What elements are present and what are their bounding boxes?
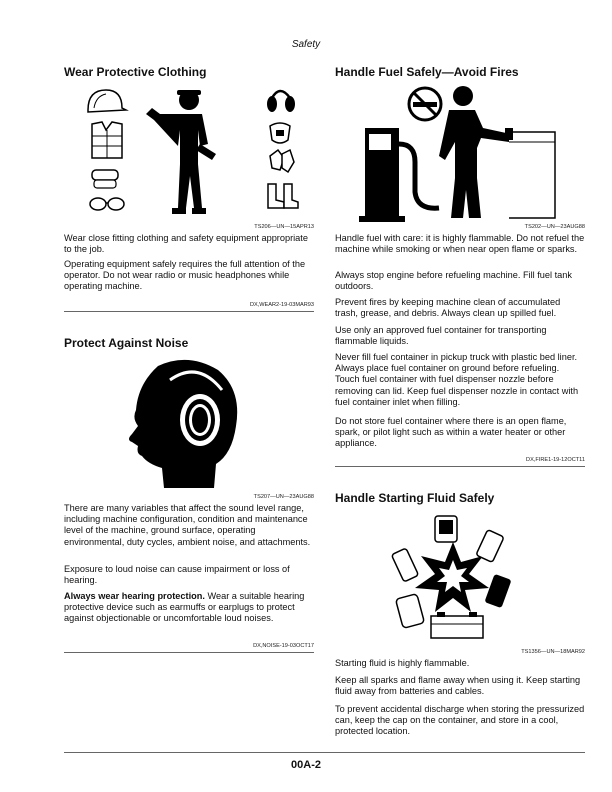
spray-can-icon: [435, 516, 457, 542]
paragraph: [64, 591, 314, 625]
section-heading-fuel: Handle Fuel Safely—Avoid Fires: [335, 65, 519, 79]
protective-clothing-illustration: [84, 84, 300, 224]
figure-id: TS207—UN—23AUG88: [253, 494, 314, 500]
fuel-pump-icon: [359, 128, 439, 222]
hard-hat-icon: [88, 90, 126, 112]
vehicle-icon: [505, 128, 555, 218]
battery-icon: [431, 612, 483, 638]
figure-id: TS1356—UN—18MAR92: [521, 649, 585, 655]
section-heading-starting-fluid: Handle Starting Fluid Safely: [335, 491, 495, 505]
respirator-icon: [270, 123, 290, 143]
head-with-earmuffs-icon: [129, 360, 237, 488]
running-header: Safety: [291, 39, 321, 50]
safety-vest-icon: [92, 122, 122, 158]
paragraph-text: Wear a suitable hearing protective device such as earmuffs or earplugs to protect against objectionable or uncomfortable loud noises.: [64, 591, 305, 624]
emphasis: Always wear hearing protection.: [64, 591, 205, 601]
section-divider: [335, 466, 585, 467]
starting-fluid-illustration: [391, 512, 515, 642]
paragraph: Do not store fuel container where there is an open flame, spark, or pilot light such as within a water heater or other appliance.: [335, 416, 567, 449]
paragraph: Never fill fuel container in pickup truck with plastic bed liner. Always place fuel container on ground before refueling. Touch fuel container with fuel dispenser nozzle before removing can lid. Keep fuel dispenser nozzle in contact with fuel container inlet when filling.: [335, 352, 579, 407]
document-reference: DX,NOISE-19-03OCT17: [253, 643, 314, 649]
earmuffs-icon: [267, 91, 295, 112]
fuel-safety-illustration: [359, 82, 559, 224]
paragraph: Exposure to loud noise can cause impairment or loss of hearing.: [64, 564, 290, 586]
right-column: [335, 0, 585, 792]
spray-can-icon: [484, 574, 511, 608]
worker-figure-icon: [146, 90, 216, 214]
paragraph: To prevent accidental discharge when storing the pressurized can, keep the cap on the container, and store in a cool, protected location.: [335, 704, 585, 737]
paragraph: There are many variables that affect the sound level range, including machine configuration, condition and maintenance level of the machine, ground surface, operating environmental, duty cycles, ambient noise, and attachments.: [64, 503, 311, 547]
fluid-container-icon: [395, 594, 424, 629]
safety-glasses-icon: [90, 198, 124, 210]
paragraph: Wear close fitting clothing and safety equipment appropriate to the job.: [64, 233, 308, 255]
goggles-icon: [92, 170, 118, 188]
footer-divider: [64, 752, 585, 753]
document-reference: DX,FIRE1-19-12OCT11: [526, 457, 585, 463]
person-refueling-icon: [439, 86, 511, 218]
paragraph: Starting fluid is highly flammable.: [335, 658, 470, 668]
paragraph: Use only an approved fuel container for transporting flammable liquids.: [335, 325, 547, 347]
section-divider: [64, 311, 314, 312]
figure-id: TS202—UN—23AUG88: [524, 224, 585, 230]
safety-boots-icon: [268, 184, 298, 208]
section-heading-noise: Protect Against Noise: [64, 336, 189, 350]
paragraph: Prevent fires by keeping machine clean of accumulated trash, grease, and debris. Always clean up spilled fuel.: [335, 297, 561, 319]
no-smoking-icon: [409, 88, 441, 120]
spray-can-icon: [476, 530, 504, 563]
paragraph: Handle fuel with care: it is highly flammable. Do not refuel the machine while smoking or when near open flame or sparks.: [335, 233, 585, 255]
gloves-icon: [270, 150, 294, 172]
paragraph: Always stop engine before refueling machine. Fill fuel tank outdoors.: [335, 270, 572, 292]
left-column: [64, 0, 314, 792]
hearing-protection-illustration: [118, 356, 248, 492]
page-number: 00A-2: [291, 759, 321, 771]
document-reference: DX,WEAR2-19-03MAR93: [249, 302, 314, 308]
section-heading-protective-clothing: Wear Protective Clothing: [64, 65, 207, 79]
figure-id: TS206—UN—15APR13: [254, 224, 314, 230]
section-divider: [64, 652, 314, 653]
spray-can-icon: [391, 548, 418, 582]
paragraph: Keep all sparks and flame away when using it. Keep starting fluid away from batteries and cables.: [335, 675, 581, 697]
paragraph: Operating equipment safely requires the full attention of the operator. Do not wear radio or music headphones while operating machine.: [64, 259, 306, 292]
